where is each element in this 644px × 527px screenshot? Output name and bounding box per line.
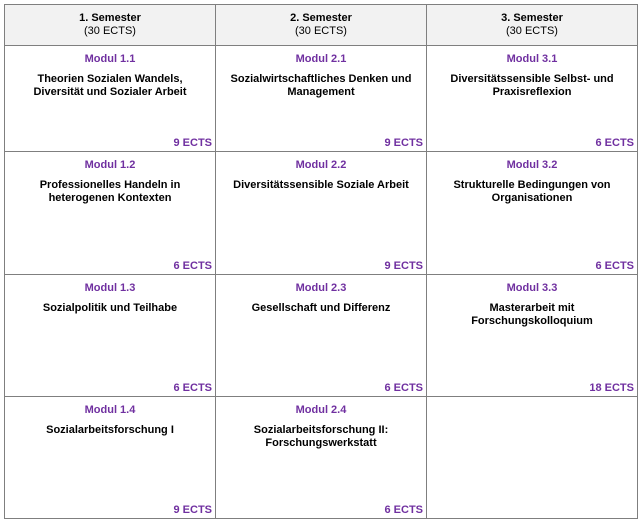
module-cell [427, 152, 638, 275]
module-code: Modul 3.1 [506, 53, 558, 65]
module-code: Modul 2.3 [295, 282, 347, 294]
module-row [5, 46, 638, 152]
module-code: Modul 1.2 [84, 159, 136, 171]
module-ects: 9 ECTS [384, 137, 423, 149]
semester-title: 1. Semester [79, 12, 141, 24]
module-title: Diversitätssensible Selbst- und Praxisreflexion [450, 73, 614, 98]
module-cell [427, 275, 638, 397]
semester-ects: (30 ECTS) [506, 25, 558, 37]
module-title: Gesellschaft und Differenz [251, 302, 391, 314]
module-code: Modul 2.1 [295, 53, 347, 65]
module-title: Masterarbeit mit Forschungskolloquium [471, 302, 593, 327]
module-row [5, 397, 638, 519]
module-cell [216, 46, 427, 152]
empty-cell [427, 397, 638, 519]
module-code: Modul 1.3 [84, 282, 136, 294]
module-cell [216, 152, 427, 275]
semester-header-3 [427, 5, 638, 46]
module-ects: 6 ECTS [595, 260, 634, 272]
module-ects: 6 ECTS [384, 382, 423, 394]
module-ects: 18 ECTS [589, 382, 634, 394]
module-title: Sozialwirtschaftliches Denken und Management [230, 73, 412, 98]
module-row [5, 275, 638, 397]
module-ects: 6 ECTS [595, 137, 634, 149]
module-cell [5, 397, 216, 519]
semester-header-row [5, 5, 638, 46]
module-cell [216, 275, 427, 397]
module-title: Sozialarbeitsforschung II: Forschungswerkstatt [253, 424, 389, 449]
module-cell [5, 152, 216, 275]
module-ects: 9 ECTS [173, 504, 212, 516]
semester-ects: (30 ECTS) [84, 25, 136, 37]
semester-title: 2. Semester [290, 12, 352, 24]
module-row [5, 152, 638, 275]
semester-ects: (30 ECTS) [295, 25, 347, 37]
module-cell [5, 46, 216, 152]
module-title: Sozialarbeitsforschung I [46, 424, 174, 436]
semester-title: 3. Semester [501, 12, 563, 24]
module-code: Modul 1.4 [84, 404, 136, 416]
module-ects: 6 ECTS [173, 260, 212, 272]
module-code: Modul 3.2 [506, 159, 558, 171]
module-code: Modul 1.1 [84, 53, 136, 65]
module-code: Modul 2.4 [295, 404, 347, 416]
module-title: Professionelles Handeln in heterogenen Kontexten [39, 179, 181, 204]
module-title: Sozialpolitik und Teilhabe [42, 302, 178, 314]
module-title: Diversitätssensible Soziale Arbeit [233, 179, 409, 191]
module-ects: 6 ECTS [173, 382, 212, 394]
semester-header-1 [5, 5, 216, 46]
module-cell [427, 46, 638, 152]
module-title: Strukturelle Bedingungen von Organisationen [453, 179, 611, 204]
semester-header-2 [216, 5, 427, 46]
module-ects: 9 ECTS [384, 260, 423, 272]
module-code: Modul 2.2 [295, 159, 347, 171]
module-ects: 6 ECTS [384, 504, 423, 516]
module-title: Theorien Sozialen Wandels, Diversität und Sozialer Arbeit [33, 73, 187, 98]
module-cell [216, 397, 427, 519]
module-code: Modul 3.3 [506, 282, 558, 294]
module-ects: 9 ECTS [173, 137, 212, 149]
module-cell [5, 275, 216, 397]
curriculum-table [4, 4, 638, 519]
